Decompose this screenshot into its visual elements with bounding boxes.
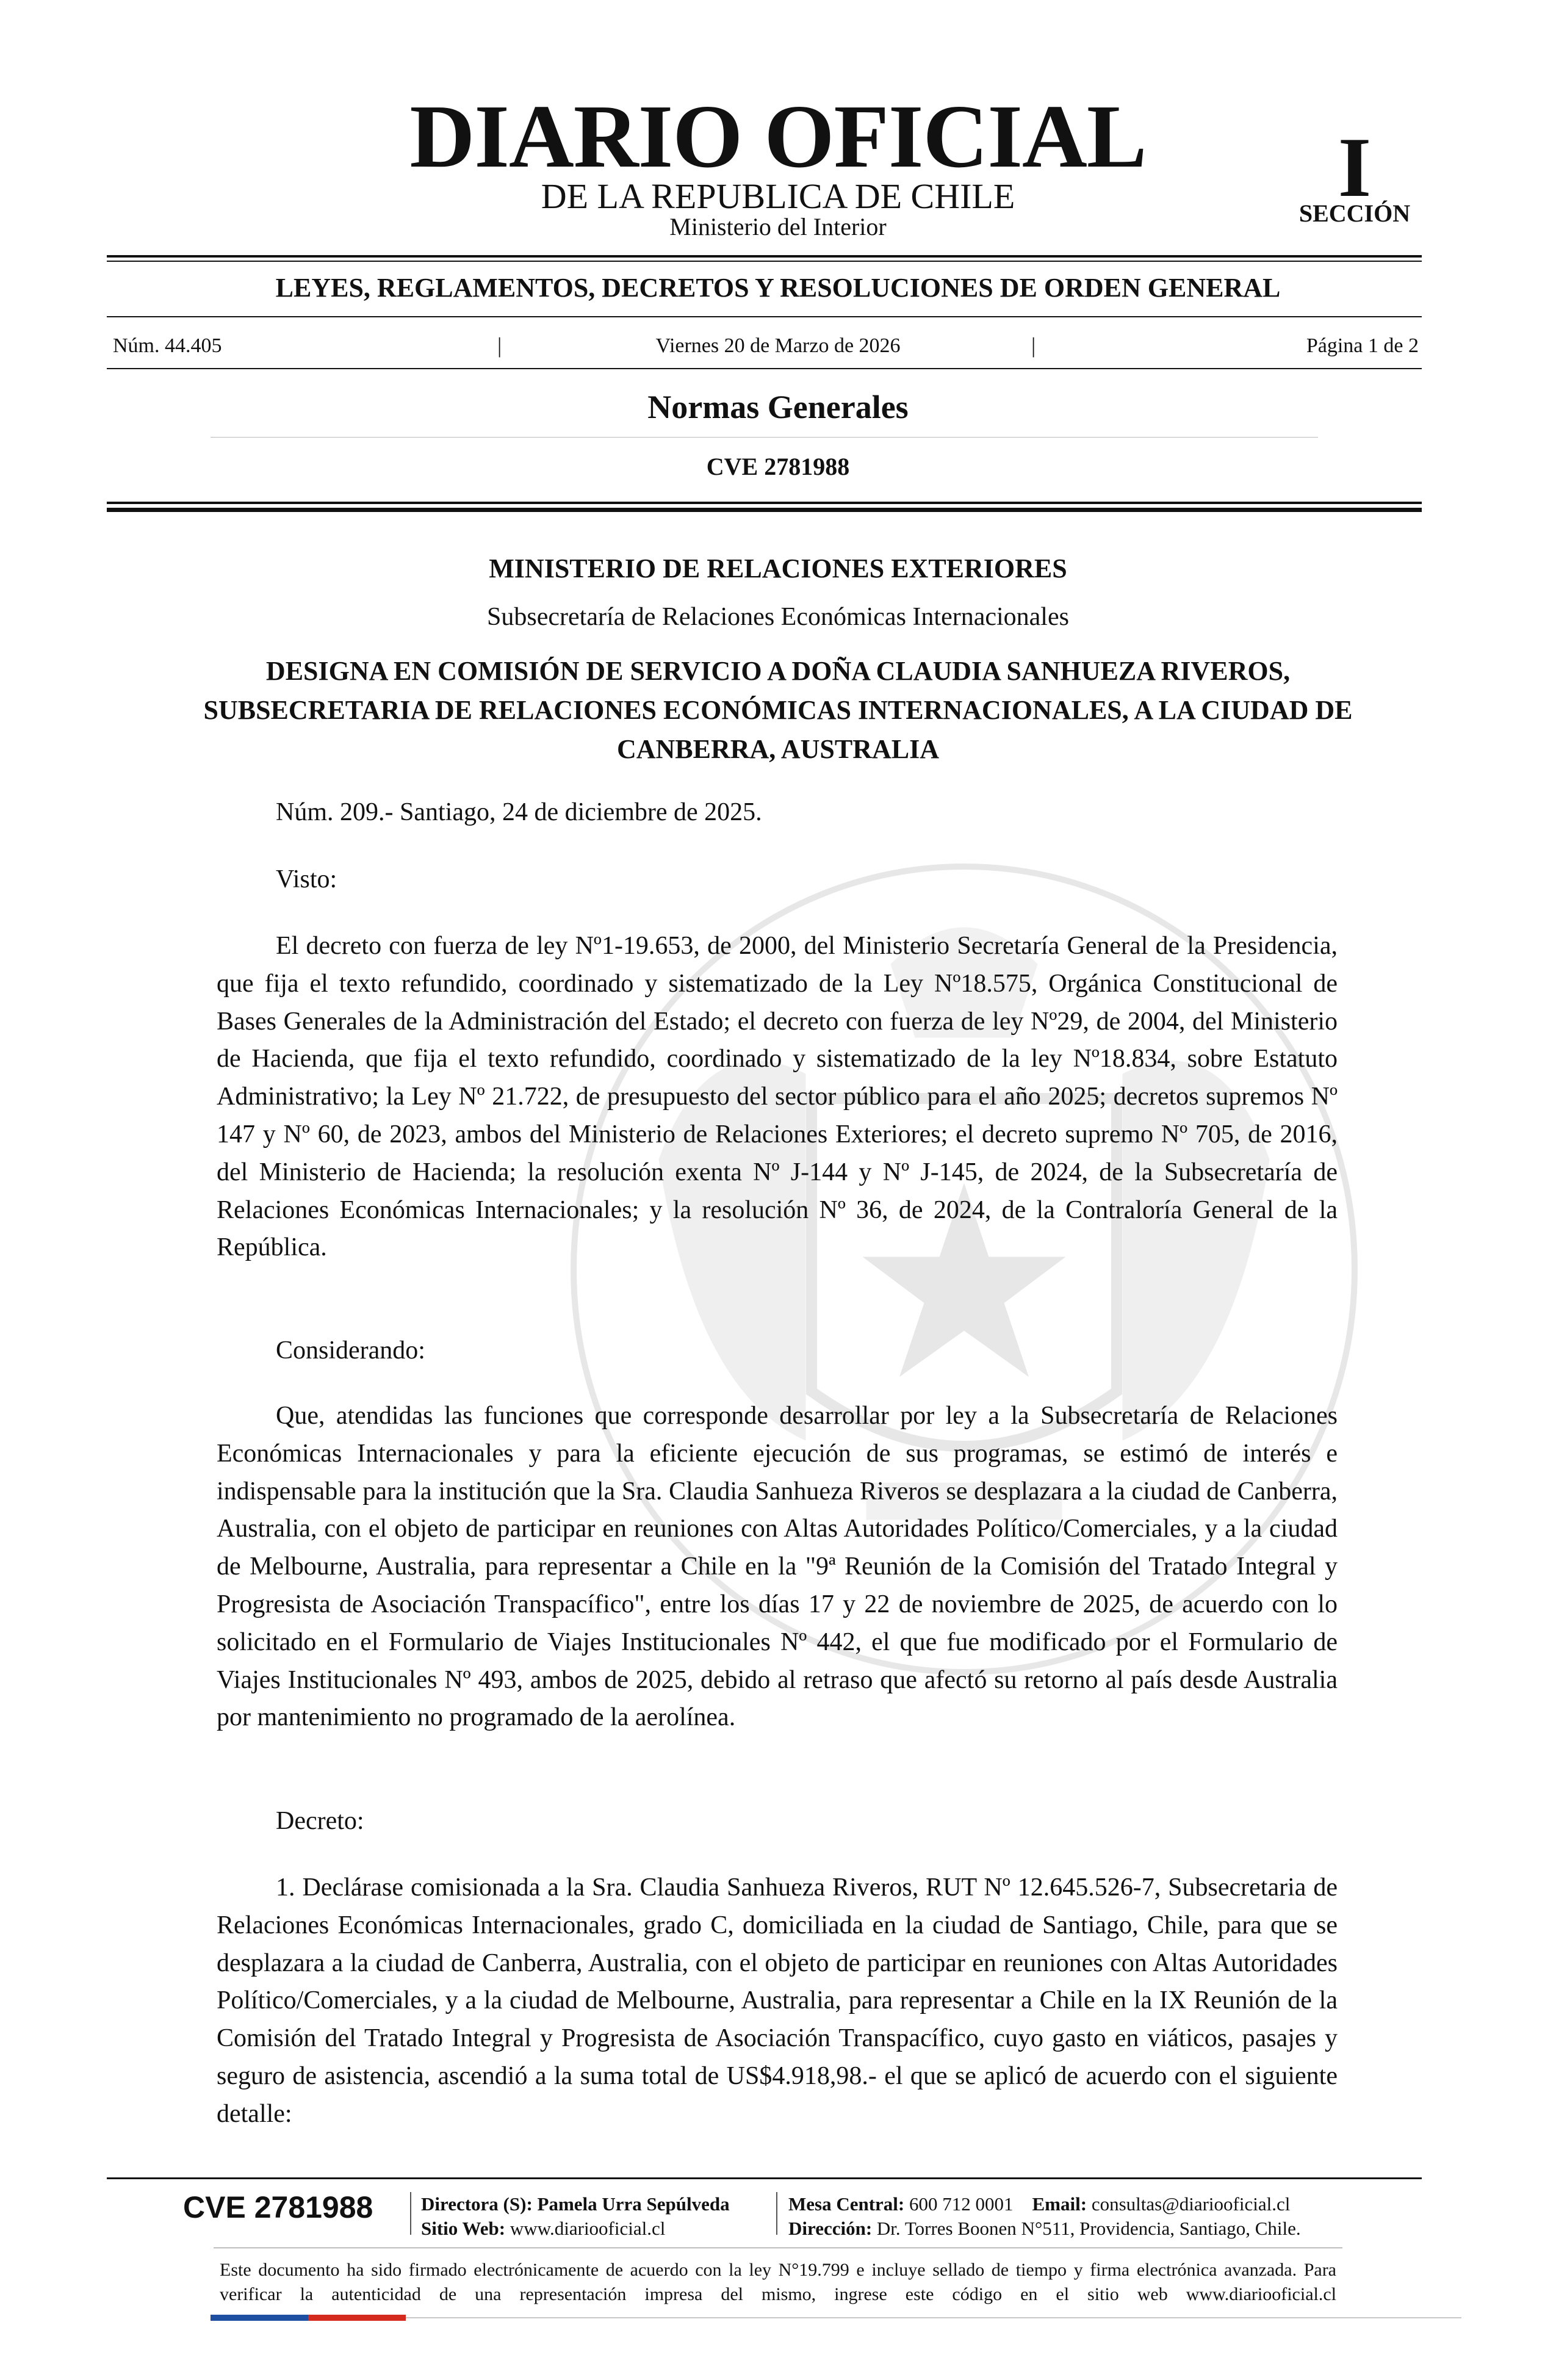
website-link[interactable]: www.diariooficial.cl [510, 2218, 666, 2239]
decree-title: DESIGNA EN COMISIÓN DE SERVICIO A DOÑA CLAUDIA SANHUEZA RIVEROS, SUBSECRETARIA DE RELACIONES ECONÓMICAS INTERNACIONALES, A LA CIUDAD DE CANBERRA, AUSTRALIA [203, 656, 1353, 764]
footer-separator [776, 2192, 777, 2235]
footer-website [421, 2219, 665, 2238]
issue-date: Viernes 20 de Marzo de 2026 [655, 334, 901, 357]
visto-paragraph [217, 928, 1338, 1267]
phone-label: Mesa Central: [788, 2193, 905, 2215]
divider [107, 502, 1422, 504]
cve-code: CVE 2781988 [706, 453, 850, 480]
issue-separator: | [1031, 333, 1036, 358]
directora-label: Directora (S): [421, 2193, 533, 2215]
email-link[interactable]: consultas@diariooficial.cl [1091, 2193, 1291, 2215]
issuing-ministry: MINISTERIO DE RELACIONES EXTERIORES [489, 554, 1067, 583]
category-heading: LEYES, REGLAMENTOS, DECRETOS Y RESOLUCIONES DE ORDEN GENERAL [275, 273, 1281, 303]
page-indicator: Página 1 de 2 [1306, 334, 1419, 357]
directora-name: Pamela Urra Sepúlveda [537, 2193, 730, 2215]
website-label: Sitio Web: [421, 2218, 506, 2239]
divider [107, 255, 1422, 258]
address-value: Dr. Torres Boonen N°511, Providencia, Santiago, Chile. [876, 2218, 1301, 2239]
visto-label: Visto: [276, 865, 337, 893]
footer-contact [788, 2194, 1290, 2213]
decreto-paragraph [217, 1869, 1338, 2133]
issue-separator: | [497, 333, 502, 358]
visto-text: El decreto con fuerza de ley Nº1-19.653, de 2000, del Ministerio Secretaría General de la Presidencia, que fija el texto refundido, coordinado y sistematizado de la Ley Nº18.575, Orgánica Constitucional de Bases Generales de la Administración del Estado; el decreto con fuerza de ley Nº29, de 2004, del Ministerio de Hacienda, que fija el texto refundido, coordinado y sistematizado de la ley Nº18.834, sobre Estatuto Administrativo; la Ley Nº 21.722, de presupuesto del sector público para el año 2025; decretos supremos Nº 147 y Nº 60, de 2023, ambos del Ministerio de Relaciones Exteriores; el decreto supremo Nº 705, de 2016, del Ministerio de Hacienda; la resolución exenta Nº J-144 y Nº J-145, de 2024, de la Subsecretaría de Relaciones Económicas Internacionales; y la resolución Nº 36, de 2024, de la Contraloría General de la República. [217, 932, 1338, 1262]
divider [107, 316, 1422, 317]
masthead-subtitle: DE LA REPUBLICA DE CHILE [541, 176, 1015, 216]
decreto-text: 1. Declárase comisionada a la Sra. Claudia Sanhueza Riveros, RUT Nº 12.645.526-7, Subsecretaria de Relaciones Económicas Internacionales, grado C, domiciliada en la ciudad de Santiago, Chile, para que se desplazara a la ciudad de Canberra, Australia, con el objeto de participar en reuniones con Altas Autoridades Político/Comerciales, y a la ciudad de Melbourne, Australia, para representar a Chile en la IX Reunión de la Comisión del Tratado Integral y Progresista de Asociación Transpacífico, cuyo gasto en viáticos, pasajes y seguro de asistencia, ascendió a la suma total de US$4.918,98.- el que se aplicó de acuerdo con el siguiente detalle: [217, 1873, 1338, 2128]
footer-cve-code: CVE 2781988 [183, 2190, 373, 2224]
email-label: Email: [1032, 2193, 1087, 2215]
divider [107, 261, 1422, 262]
decreto-label: Decreto: [276, 1807, 364, 1835]
divider [107, 368, 1422, 369]
phone-number: 600 712 0001 [909, 2193, 1014, 2215]
flag-stripe-line [406, 2317, 1461, 2318]
divider [107, 508, 1422, 512]
section-heading: Normas Generales [647, 389, 909, 425]
flag-stripe-red [308, 2315, 406, 2321]
footer-separator [410, 2192, 411, 2235]
section-label: SECCIÓN [1298, 200, 1411, 227]
considerando-text: Que, atendidas las funciones que corresponde desarrollar por ley a la Subsecretaría de Relaciones Económicas Internacionales y para la eficiente ejecución de sus programas, se estimó de interés e indispensable para la institución que la Sra. Claudia Sanhueza Riveros se desplazara a la ciudad de Canberra, Australia, con el objeto de participar en reuniones con Altas Autoridades Político/Comerciales, y a la ciudad de Melbourne, Australia, para representar a Chile en la "9ª Reunión de la Comisión del Tratado Integral y Progresista de Asociación Transpacífico", entre los días 17 y 22 de noviembre de 2025, de acuerdo con lo solicitado en el Formulario de Viajes Institucionales Nº 442, el que fue modificado por el Formulario de Viajes Institucionales Nº 493, ambos de 2025, debido al retraso que afectó su retorno al país desde Australia por mantenimiento no programado de la aerolínea. [217, 1402, 1338, 1732]
masthead-ministry: Ministerio del Interior [669, 213, 887, 240]
legal-notice: Este documento ha sido firmado electrónicamente de acuerdo con la ley N°19.799 e incluye sellado de tiempo y firma electrónica avanzada. Para verificar la autenticidad de una representación impresa del mismo, ingrese este código en el sitio web www.diariooficial.cl [220, 2260, 1336, 2304]
address-label: Dirección: [788, 2218, 873, 2239]
footer-address [788, 2219, 1301, 2238]
footer-divider [107, 2177, 1422, 2179]
issuing-subsecretariat: Subsecretaría de Relaciones Económicas Internacionales [487, 603, 1069, 631]
issue-number: Núm. 44.405 [113, 334, 222, 357]
flag-stripe-blue [211, 2315, 308, 2321]
considerando-label: Considerando: [276, 1336, 425, 1365]
divider [211, 437, 1318, 438]
masthead-title: DIARIO OFICIAL [409, 87, 1147, 187]
considerando-paragraph [217, 1397, 1338, 1737]
section-number: I [1338, 120, 1372, 215]
footer-directora [421, 2194, 730, 2213]
decree-number-line: Núm. 209.- Santiago, 24 de diciembre de 2025. [276, 798, 762, 826]
